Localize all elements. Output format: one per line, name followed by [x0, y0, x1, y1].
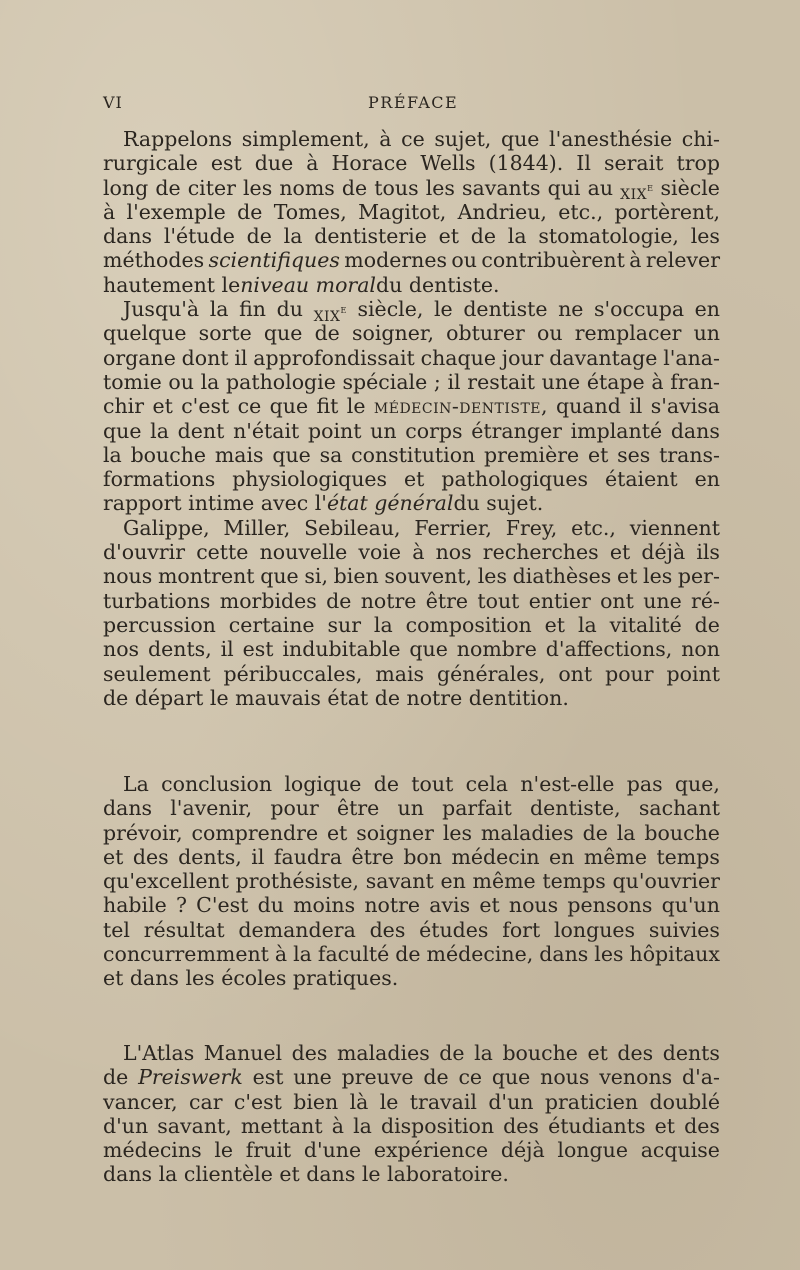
text-line: nous montrent que si, bien souvent, les diathèses et les per-	[103, 564, 720, 589]
text-line: long de citer les noms de tous les savants qui au xix$^e$ siècle	[103, 175, 720, 205]
text-line: dans la clientèle et dans le laboratoire.	[103, 1162, 509, 1187]
text-line: turbations morbides de notre être tout entier ont une ré-	[103, 588, 720, 613]
text-line: vancer, car c'est bien là le travail d'un praticien doublé	[103, 1089, 720, 1114]
text-line: concurremment à la faculté de médecine, dans les hôpitaux	[103, 942, 720, 967]
text-line: prévoir, comprendre et soigner les maladies de la bouche	[103, 820, 720, 845]
text-block-history	[103, 127, 720, 710]
text-line: rurgicale est due à Horace Wells (1844). Il serait trop	[103, 151, 720, 176]
text-line: organe dont il approfondissait chaque jour davantage l'ana-	[103, 345, 720, 370]
text-line: qu'excellent prothésiste, savant en même temps qu'ouvrier	[103, 869, 720, 894]
text-line: nos dents, il est indubitable que nombre d'affections, non	[103, 637, 720, 662]
text-line: que la dent n'était point un corps étranger implanté dans	[103, 418, 720, 443]
text-line: dans l'étude de la dentisterie et de la stomatologie, les	[103, 224, 720, 249]
text-line: tomie ou la pathologie spéciale ; il restait une étape à fran-	[103, 369, 720, 394]
text-line: de départ le mauvais état de notre dentition.	[103, 685, 569, 710]
text-line: et dans les écoles pratiques.	[103, 966, 399, 991]
text-line: d'ouvrir cette nouvelle voie à nos recherches et déjà ils	[103, 540, 720, 565]
section-separator	[150, 746, 154, 750]
text-line: La conclusion logique de tout cela n'est-elle pas que,	[123, 772, 720, 796]
text-line: d'un savant, mettant à la disposition des étudiants et des	[103, 1113, 720, 1138]
text-line: tel résultat demandera des études fort longues suivies	[103, 917, 720, 942]
page-number: VI	[103, 93, 123, 112]
text-block-atlas	[103, 1041, 720, 1187]
text-line: la bouche mais que sa constitution première et ses trans-	[103, 442, 720, 467]
text-line: dans l'avenir, pour être un parfait dentiste, sachant	[103, 796, 720, 821]
text-line: L'Atlas Manuel des maladies de la bouche et des dents	[123, 1041, 720, 1065]
text-line: rapport intime avec l' état général du sujet.	[103, 491, 544, 516]
text-line: méthodes scientifiques modernes ou contribuèrent à relever	[103, 248, 720, 273]
text-line: formations physiologiques et pathologiques étaient en	[103, 467, 720, 492]
text-line: seulement péribuccales, mais générales, ont pour point	[103, 661, 720, 686]
text-line: médecins le fruit d'une expérience déjà longue acquise	[103, 1138, 720, 1163]
text-block-conclusion	[103, 772, 720, 991]
page-header	[103, 93, 718, 117]
running-head: PRÉFACE	[368, 93, 459, 112]
text-line: de Preiswerk est une preuve de ce que nous venons d'a-	[103, 1065, 720, 1090]
text-line: chir et c'est ce que fit le médecin-dentiste, quand il s'avisa	[103, 394, 720, 419]
text-line: Jusqu'à la fin du xix$^e$ siècle, le dentiste ne s'occupa en	[123, 297, 720, 326]
text-line: hautement le niveau moral du dentiste.	[103, 272, 500, 297]
text-line: à l'exemple de Tomes, Magitot, Andrieu, etc., portèrent,	[103, 199, 720, 224]
text-line: et des dents, il faudra être bon médecin en même temps	[103, 844, 720, 869]
text-line: Rappelons simplement, à ce sujet, que l'anesthésie chi-	[123, 127, 720, 151]
text-line: habile ? C'est du moins notre avis et nous pensons qu'un	[103, 893, 720, 918]
text-line: Galippe, Miller, Sebileau, Ferrier, Frey, etc., viennent	[123, 515, 720, 540]
text-line: percussion certaine sur la composition et la vitalité de	[103, 612, 720, 637]
text-line: quelque sorte que de soigner, obturer ou remplacer un	[103, 321, 720, 346]
